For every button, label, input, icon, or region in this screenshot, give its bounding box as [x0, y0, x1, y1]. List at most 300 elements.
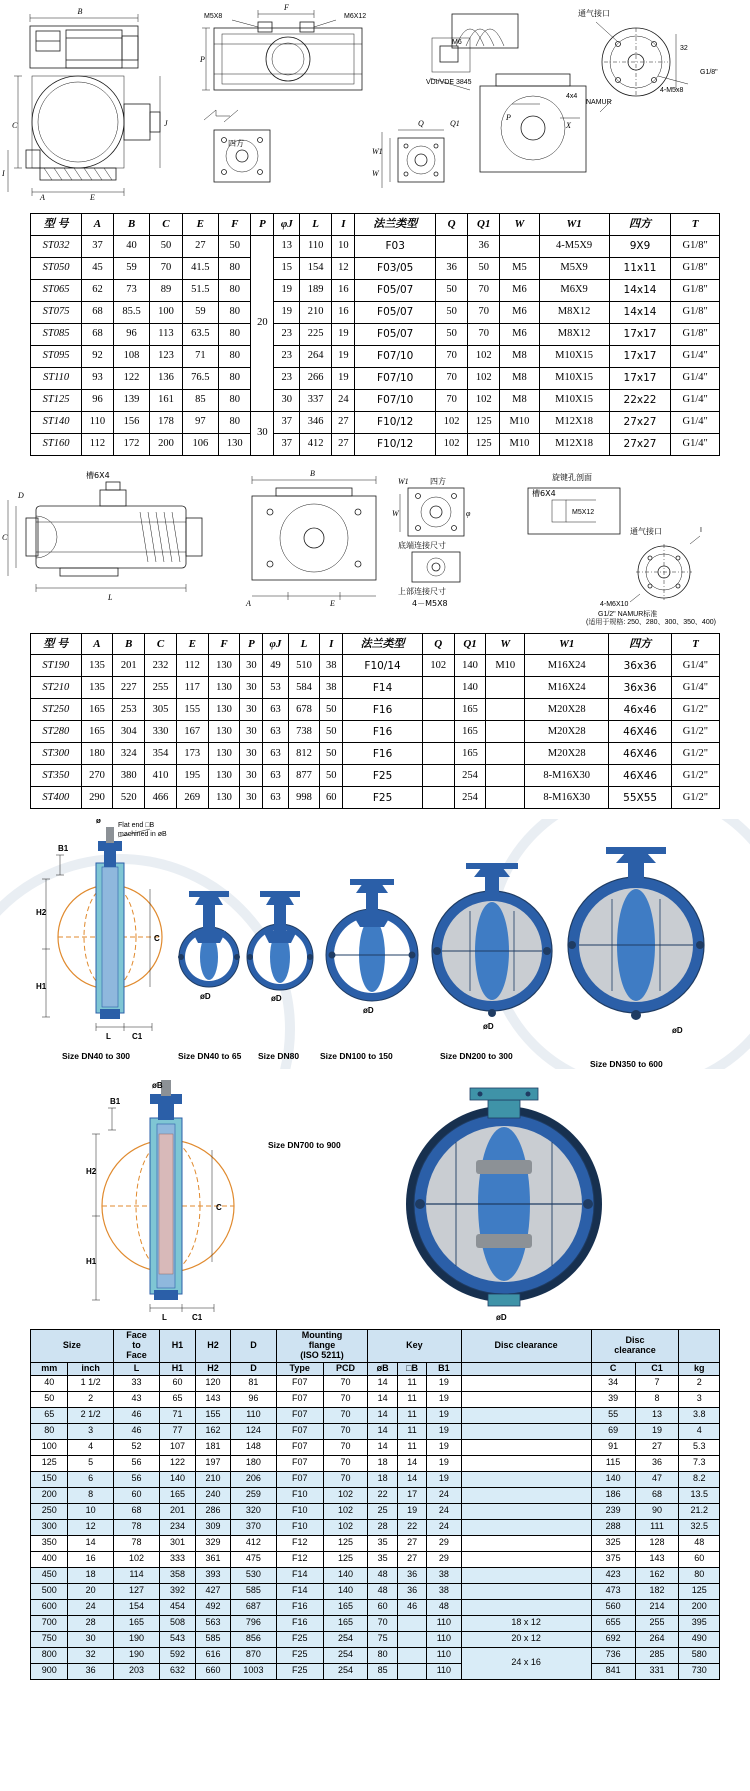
cell-value: 123 [150, 345, 182, 367]
cell-value: M20X28 [525, 743, 609, 765]
cell-value: 14 [368, 1439, 398, 1455]
note-machined: machined in øB [118, 831, 167, 839]
cell-value: G1/4" [671, 367, 720, 389]
cell-model: ST085 [31, 323, 82, 345]
cell-value: 50 [436, 301, 468, 323]
cell-value: 36 [436, 257, 468, 279]
cell-value [486, 721, 525, 743]
cell-value: 50 [320, 721, 343, 743]
valve-face-dn700-900 [406, 1088, 602, 1306]
cell-value: 264 [300, 345, 332, 367]
cell-value: 23 [274, 323, 300, 345]
label-H2: H2 [36, 908, 47, 918]
valve-section-dn700-900 [92, 1080, 234, 1312]
cell-value: 80 [679, 1567, 720, 1583]
cell-value: 200 [31, 1487, 68, 1503]
cell-value: 70 [323, 1455, 368, 1471]
cell-value: 110 [231, 1407, 276, 1423]
cell-value: 24 [68, 1599, 113, 1615]
cell-model: ST210 [31, 677, 82, 699]
th-J: φJ [274, 214, 300, 236]
cell-value [461, 1567, 591, 1583]
cell-value: 19 [274, 279, 300, 301]
cell-value: 412 [231, 1535, 276, 1551]
cell-value: 19 [635, 1423, 679, 1439]
th2-T: T [671, 633, 719, 655]
cell-value: G1/2" [671, 743, 719, 765]
cell-value [397, 1663, 426, 1679]
cell-value: 14 [368, 1375, 398, 1391]
cell-value: 270 [81, 765, 113, 787]
cell-value: 140 [160, 1471, 196, 1487]
cell-value: 7.3 [679, 1455, 720, 1471]
cell-value: G1/4" [671, 655, 719, 677]
cell-value: F07 [276, 1471, 323, 1487]
label-M5X8: M5X8 [204, 13, 223, 20]
cell-value: 27 [635, 1439, 679, 1455]
cell-value: 91 [591, 1439, 635, 1455]
th-Q: Q [436, 214, 468, 236]
cell-value [461, 1583, 591, 1599]
cell-value: 3 [68, 1423, 113, 1439]
cell-value: 50 [436, 279, 468, 301]
table1-header-row [31, 214, 720, 236]
cell-value [397, 1631, 426, 1647]
th-C: C [150, 214, 182, 236]
dim-label-F: F [284, 3, 289, 12]
cell-value: 354 [145, 743, 177, 765]
gh-face-to-face: Face to Face [113, 1330, 159, 1363]
cell-value: 37 [82, 235, 114, 257]
cell-value: 165 [454, 699, 486, 721]
valve-dimension-table [30, 1329, 720, 1680]
label-4-M6X10: 4-M6X10 [600, 600, 629, 608]
cell-value: F07 [276, 1423, 323, 1439]
cell-value: 80 [31, 1423, 68, 1439]
cell-value: 50 [219, 235, 251, 257]
cell-value: 17x17 [609, 367, 671, 389]
cell-model: ST250 [31, 699, 82, 721]
cell-value: F10/14 [343, 655, 423, 677]
cell-value: 998 [288, 787, 320, 809]
cell-value: F07 [276, 1375, 323, 1391]
label-32: 32 [680, 45, 688, 52]
cell-value: 110 [427, 1663, 461, 1679]
cell-value: 112 [176, 655, 208, 677]
cell-value: 19 [427, 1375, 461, 1391]
cell-value: 108 [113, 345, 150, 367]
cell-value: 14 [368, 1423, 398, 1439]
cell-value: 750 [31, 1631, 68, 1647]
cell-value: 125 [323, 1535, 368, 1551]
cell-value: 11 [397, 1439, 426, 1455]
cell-model: ST350 [31, 765, 82, 787]
dim-label-P: P [200, 55, 205, 64]
cell-value [461, 1391, 591, 1407]
table-row [31, 323, 720, 345]
cell-value: 181 [195, 1439, 231, 1455]
table-row [31, 301, 720, 323]
cell-value: 140 [591, 1471, 635, 1487]
cell-value: 490 [679, 1631, 720, 1647]
cell-value: 286 [195, 1503, 231, 1519]
caption-dn700-900: Size DN700 to 900 [268, 1140, 341, 1151]
cell-value: 52 [113, 1439, 159, 1455]
cell-value: F14 [276, 1583, 323, 1599]
cell-value: 63 [263, 721, 288, 743]
cell-value: 155 [195, 1407, 231, 1423]
cell-value: M8 [500, 389, 539, 411]
cell-value: 264 [635, 1631, 679, 1647]
cell-value: 130 [208, 699, 240, 721]
cell-value: F16 [343, 721, 423, 743]
cell-value: 585 [231, 1583, 276, 1599]
label-vdi-vde: VDI/VDE 3845 [426, 79, 472, 86]
cell-value: 130 [208, 677, 240, 699]
actuator-drawings-mid [0, 466, 750, 633]
th-B: B [113, 214, 150, 236]
table-row [31, 235, 720, 257]
cell-value: 30 [240, 677, 263, 699]
cell-value: 16 [332, 301, 355, 323]
th2-L: L [288, 633, 320, 655]
dim-label-X: X [566, 121, 571, 130]
cell-value: F16 [343, 743, 423, 765]
cell-value: 201 [113, 655, 145, 677]
cell-value: 19 [397, 1503, 426, 1519]
cell-value: 156 [113, 411, 150, 433]
cell-value: 46x46 [609, 699, 672, 721]
dim-table-group-header [31, 1330, 720, 1363]
cell-value: 125 [468, 411, 500, 433]
cell-value: 70 [323, 1391, 368, 1407]
table-row [31, 1423, 720, 1439]
cell-value: 240 [195, 1487, 231, 1503]
dim-label-C: C [12, 121, 18, 130]
cell-value: 70 [323, 1423, 368, 1439]
cell-value: 70 [436, 389, 468, 411]
dim-label-B-mid: B [310, 468, 315, 478]
cell-value: 48 [368, 1567, 398, 1583]
cell-value: 63 [263, 787, 288, 809]
cell-value: 40 [113, 235, 150, 257]
cell-value: 46 [397, 1599, 426, 1615]
cell-value: 266 [300, 367, 332, 389]
cell-value: 37 [274, 411, 300, 433]
cell-value: 36x36 [609, 655, 672, 677]
cell-model: ST032 [31, 235, 82, 257]
label-g12-namur: G1/2" NAMUR标准 [598, 610, 658, 618]
th-T: T [671, 214, 720, 236]
cell-value: 11x11 [609, 257, 671, 279]
label-keyhole-section: 旋键孔剖面 [552, 472, 592, 482]
cell-value: 148 [231, 1439, 276, 1455]
cell-value: 110 [427, 1615, 461, 1631]
dim-label-E: E [90, 193, 95, 202]
gh-key: Disc clearance [461, 1330, 591, 1363]
table-row [31, 655, 720, 677]
cell-value: 60 [320, 787, 343, 809]
cell-model: ST050 [31, 257, 82, 279]
cell-value: 5.3 [679, 1439, 720, 1455]
cell-value: 50 [468, 257, 500, 279]
cell-value: 13 [274, 235, 300, 257]
cell-value: 71 [182, 345, 219, 367]
cell-value: 254 [323, 1663, 368, 1679]
cell-value: 232 [145, 655, 177, 677]
cell-value: 34 [591, 1375, 635, 1391]
gh-weight [679, 1330, 720, 1363]
cell-value: 450 [31, 1567, 68, 1583]
cell-value: 2 [68, 1391, 113, 1407]
cell-value: 584 [288, 677, 320, 699]
dim-label-I: I [2, 169, 5, 178]
cell-value: 24 x 16 [461, 1647, 591, 1679]
cell-value: 324 [113, 743, 145, 765]
cell-value: 70 [323, 1407, 368, 1423]
th2-square: 四方 [609, 633, 672, 655]
dim-label-phi-mid: φ [466, 508, 471, 518]
cell-value: F07 [276, 1407, 323, 1423]
cell-value: 492 [195, 1599, 231, 1615]
cell-value: 225 [300, 323, 332, 345]
cell-value: 102 [436, 433, 468, 455]
cell-value: 8 [635, 1391, 679, 1407]
cell-value: 186 [591, 1487, 635, 1503]
cell-value: F25 [276, 1631, 323, 1647]
label-oD-1: øD [200, 992, 211, 1002]
cell-value: 60 [113, 1487, 159, 1503]
table-row [31, 433, 720, 455]
dim-label-W-mid: W [392, 508, 399, 518]
table-row [31, 1375, 720, 1391]
cell-value: M8 [500, 345, 539, 367]
th-W1: W1 [539, 214, 609, 236]
cell-value: G1/2" [671, 787, 719, 809]
valve-figures-row2 [0, 1074, 750, 1329]
valve-fig-dn200-300 [432, 863, 552, 1017]
cell-value: 90 [635, 1503, 679, 1519]
label-groove-6x4: 槽6X4 [86, 470, 110, 480]
cell-value: 50 [320, 743, 343, 765]
cell-value: M8 [500, 367, 539, 389]
cell-value: 19 [332, 367, 355, 389]
th2-A: A [81, 633, 113, 655]
cell-model: ST400 [31, 787, 82, 809]
cell-value: 16 [68, 1551, 113, 1567]
valve-row2-svg [0, 1074, 750, 1324]
cell-value: F07/10 [355, 367, 436, 389]
sh-D: D [231, 1362, 276, 1375]
cell-value: 35 [368, 1551, 398, 1567]
cell-value: 22x22 [609, 389, 671, 411]
cell-value: 96 [82, 389, 114, 411]
th-L: L [300, 214, 332, 236]
th2-P: P [240, 633, 263, 655]
dim-label-W1: W1 [372, 147, 383, 156]
label-oD-4: øD [483, 1022, 494, 1032]
th2-E: E [176, 633, 208, 655]
cell-value: 4 [679, 1423, 720, 1439]
cell-value: 2 1/2 [68, 1407, 113, 1423]
cell-value: 25 [368, 1503, 398, 1519]
cell-value: F14 [343, 677, 423, 699]
gh-shaft-end: Key [368, 1330, 461, 1363]
cell-value: 32.5 [679, 1519, 720, 1535]
dim-label-L-mid: L [108, 592, 113, 602]
cell-value: 63 [263, 743, 288, 765]
cell-value: 46X46 [609, 765, 672, 787]
cell-value: 21.2 [679, 1503, 720, 1519]
cell-value: 56 [113, 1455, 159, 1471]
table-row [31, 1439, 720, 1455]
cell-value: 143 [195, 1391, 231, 1407]
cell-value: 135 [81, 677, 113, 699]
cell-value [461, 1551, 591, 1567]
cell-value: 78 [113, 1519, 159, 1535]
cell-value: 68 [82, 301, 114, 323]
cell-value: 361 [195, 1551, 231, 1567]
cell-value: 112 [82, 433, 114, 455]
label-B1: B1 [58, 844, 69, 854]
cell-value: 115 [591, 1455, 635, 1471]
cell-value [461, 1375, 591, 1391]
cell-value: 600 [31, 1599, 68, 1615]
cell-value: 55X55 [609, 787, 672, 809]
cell-value: 180 [81, 743, 113, 765]
table-row [31, 1455, 720, 1471]
cell-value [461, 1439, 591, 1455]
cell-value: F10/12 [355, 411, 436, 433]
table2-body [31, 655, 720, 809]
cell-value: 300 [31, 1519, 68, 1535]
cell-value: 11 [397, 1423, 426, 1439]
dim-label-J: J [164, 119, 168, 128]
table-row [31, 1407, 720, 1423]
cell-value: G1/2" [671, 721, 719, 743]
cell-value: 48 [368, 1583, 398, 1599]
th-flange-type: 法兰类型 [355, 214, 436, 236]
cell-value: F16 [276, 1615, 323, 1631]
dim-label-W1-mid: W1 [398, 476, 409, 486]
table1-body [31, 235, 720, 455]
cell-value: 18 [68, 1567, 113, 1583]
label-C1-2: C1 [192, 1313, 203, 1323]
cell-value: M8X12 [539, 323, 609, 345]
cell-value: 736 [591, 1647, 635, 1663]
cell-value: 9X9 [609, 235, 671, 257]
cell-value: 592 [160, 1647, 196, 1663]
cell-value: 3.8 [679, 1407, 720, 1423]
cell-value: 39 [591, 1391, 635, 1407]
cell-value: 15 [274, 257, 300, 279]
table-row [31, 279, 720, 301]
cell-value: 50 [436, 323, 468, 345]
cell-value: 89 [150, 279, 182, 301]
cell-value: 4-M5X9 [539, 235, 609, 257]
cell-value: 69 [591, 1423, 635, 1439]
cell-value: 700 [31, 1615, 68, 1631]
cell-value: 178 [150, 411, 182, 433]
label-I-right: I [700, 526, 702, 534]
note-flat-end: Flat end □B [118, 822, 155, 830]
cell-value [461, 1599, 591, 1615]
cell-value: 50 [31, 1391, 68, 1407]
label-L: L [106, 1032, 111, 1042]
table-row [31, 1663, 720, 1679]
table-row [31, 743, 720, 765]
cell-value: 35 [368, 1535, 398, 1551]
cell-value [486, 677, 525, 699]
table-row [31, 1519, 720, 1535]
cell-value: 110 [427, 1647, 461, 1663]
cell-value: 190 [113, 1647, 159, 1663]
cell-value: 510 [288, 655, 320, 677]
cell-value: 400 [31, 1551, 68, 1567]
cell-value: 197 [195, 1455, 231, 1471]
cell-value: 500 [31, 1583, 68, 1599]
cell-value: 227 [113, 677, 145, 699]
cell-value: 60 [160, 1375, 196, 1391]
cell-value: 632 [160, 1663, 196, 1679]
cell-value: 730 [679, 1663, 720, 1679]
cell-value: 140 [323, 1567, 368, 1583]
label-M6X12: M6X12 [344, 13, 367, 20]
cell-value: 38 [427, 1567, 461, 1583]
cell-value: 28 [68, 1615, 113, 1631]
cell-value: M5 [500, 257, 539, 279]
cell-value: 423 [591, 1567, 635, 1583]
cell-value: 655 [591, 1615, 635, 1631]
cell-value: 543 [160, 1631, 196, 1647]
cell-value: 563 [195, 1615, 231, 1631]
cell-value: M10 [486, 655, 525, 677]
cell-value: G1/8" [671, 279, 720, 301]
cell-value: 254 [454, 787, 486, 809]
cell-value: 304 [113, 721, 145, 743]
valve-fig-dn350-600 [568, 847, 704, 1020]
sh-B1: B1 [427, 1362, 461, 1375]
cell-value: 70 [323, 1471, 368, 1487]
cell-value [422, 699, 454, 721]
table-row [31, 765, 720, 787]
cell-value: F07/10 [355, 345, 436, 367]
cell-value: 19 [427, 1391, 461, 1407]
cell-value: M6 [500, 323, 539, 345]
cell-value: 23 [274, 345, 300, 367]
cell-value [486, 699, 525, 721]
cell-value: 305 [145, 699, 177, 721]
cell-value: 14x14 [609, 279, 671, 301]
cell-value: 150 [31, 1471, 68, 1487]
cell-value: 290 [81, 787, 113, 809]
cell-value: 255 [635, 1615, 679, 1631]
cell-value [461, 1407, 591, 1423]
table-row [31, 411, 720, 433]
cell-value: 841 [591, 1663, 635, 1679]
cell-value: 63 [263, 699, 288, 721]
cell-value: 33 [113, 1375, 159, 1391]
cell-value: 80 [219, 301, 251, 323]
valve-fig-dn80 [247, 891, 313, 990]
cell-value: 130 [208, 721, 240, 743]
cell-value: 17 [397, 1487, 426, 1503]
cell-value [461, 1519, 591, 1535]
cell-value: 73 [113, 279, 150, 301]
cell-value: M5X9 [539, 257, 609, 279]
cell-value: 1 1/2 [68, 1375, 113, 1391]
cell-value: 14 [368, 1391, 398, 1407]
